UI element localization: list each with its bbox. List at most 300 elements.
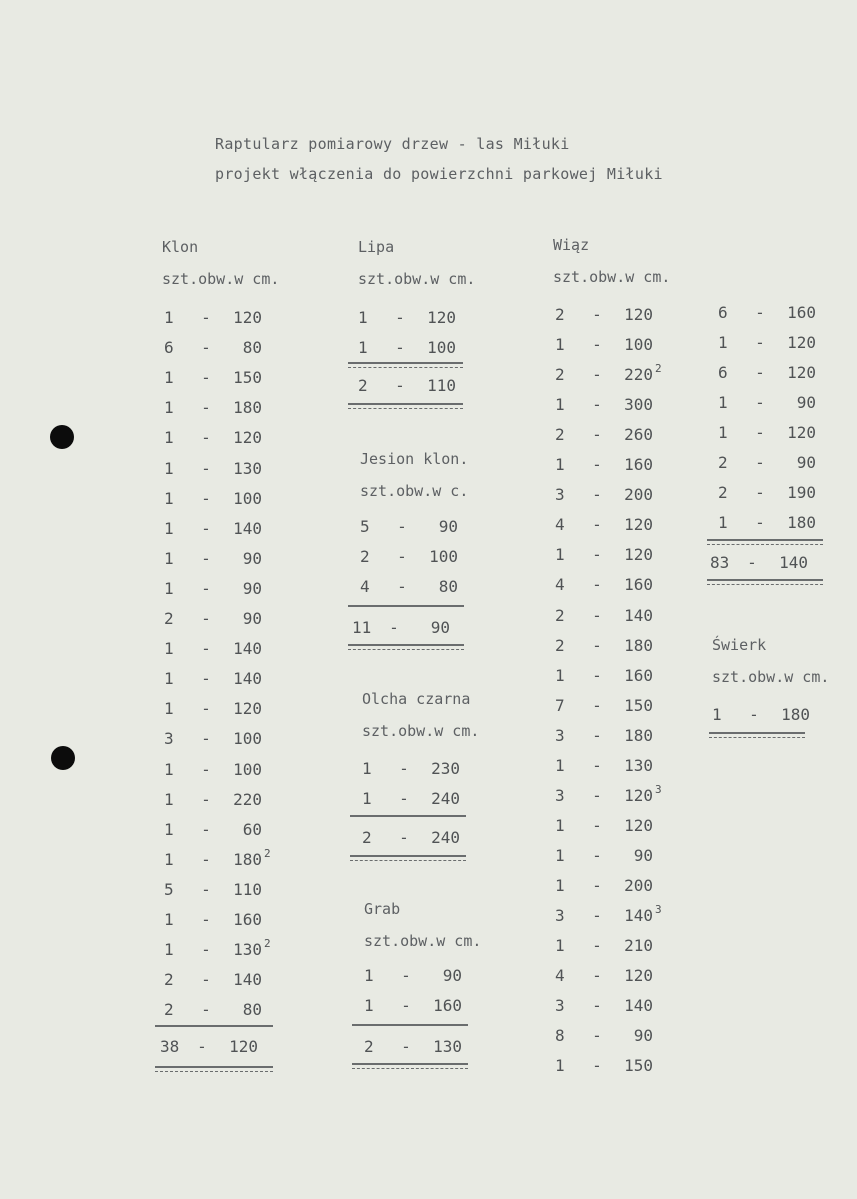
tree-count: 3 (555, 785, 565, 805)
tree-count: 1 (164, 910, 174, 929)
jesion-row (360, 546, 470, 568)
wiaz-row (555, 1025, 665, 1047)
klon-row (164, 367, 274, 389)
dash: - (755, 483, 765, 502)
circumference-value: 120 (624, 966, 653, 986)
olcha-total-underline (350, 855, 466, 861)
tree-count: 38 (160, 1037, 180, 1056)
tree-count: 2 (164, 970, 174, 990)
dash: - (201, 940, 211, 960)
jesion-sum-line (348, 605, 464, 607)
circumference-value: 180 (233, 398, 262, 418)
olcha-sum-line (350, 815, 466, 817)
klon-row (164, 337, 274, 359)
wiaz-continued-row (718, 362, 828, 384)
circumference-value: 120 (229, 1037, 258, 1056)
tree-count: 1 (555, 936, 565, 956)
klon-row (164, 307, 274, 329)
tree-count: 11 (352, 618, 372, 637)
circumference-value: 90 (796, 453, 816, 472)
circumference-value: 100 (233, 759, 262, 779)
wiaz-row (555, 484, 665, 506)
circumference-value: 160 (787, 303, 816, 322)
swierk-underline (709, 732, 805, 738)
tree-count: 1 (555, 665, 565, 685)
klon-row (164, 759, 274, 781)
tree-count: 1 (164, 699, 174, 719)
circumference-value: 120 (787, 333, 816, 352)
wiaz-row (555, 605, 665, 627)
circumference-value: 120 (624, 545, 653, 565)
klon-row (164, 578, 274, 600)
tree-count: 1 (164, 518, 174, 538)
tree-count: 1 (164, 819, 174, 839)
wiaz-row (555, 782, 665, 807)
circumference-value: 200 (624, 485, 653, 505)
circumference-value: 100 (427, 338, 456, 357)
klon-row (164, 518, 274, 540)
klon-row (164, 668, 274, 690)
tree-count: 2 (555, 635, 565, 655)
dash: - (201, 729, 211, 749)
tree-count: 1 (164, 759, 174, 779)
tree-count: 3 (555, 725, 565, 745)
wiaz-continued-row (718, 452, 828, 474)
dash: - (201, 819, 211, 839)
tree-count: 1 (555, 755, 565, 775)
circumference-value: 140 (233, 970, 262, 990)
tree-count: 8 (555, 1026, 565, 1046)
dash: - (201, 308, 211, 327)
tree-count: 2 (364, 1037, 374, 1056)
dash: - (201, 428, 211, 448)
tree-count: 3 (555, 996, 565, 1016)
dash: - (592, 1056, 602, 1076)
dash: - (592, 785, 602, 805)
wiaz-row (555, 574, 665, 596)
dash: - (592, 455, 602, 475)
tree-count: 1 (718, 393, 728, 412)
tree-count: 1 (555, 545, 565, 565)
jesion-units: szt.obw.w c. (360, 482, 469, 500)
circumference-value: 300 (624, 395, 653, 415)
wiaz-row (555, 995, 665, 1017)
jesion-total-row (352, 617, 462, 639)
tree-count: 1 (555, 335, 565, 355)
klon-row (164, 999, 274, 1021)
dash: - (401, 1037, 411, 1056)
lipa-total-row (358, 375, 468, 397)
klon-row (164, 909, 274, 931)
jesion-total-underline (348, 644, 464, 650)
dash: - (755, 393, 765, 412)
lipa-total-underline (348, 403, 463, 409)
dash: - (201, 970, 211, 990)
tree-count: 1 (164, 398, 174, 418)
tree-count: 1 (164, 849, 174, 869)
circumference-value: 90 (633, 1026, 653, 1046)
tree-count: 1 (555, 1056, 565, 1076)
wiaz-row (555, 815, 665, 837)
circumference-value: 90 (442, 966, 462, 985)
swierk-heading: Świerk (712, 636, 767, 654)
punch-hole-bottom (51, 746, 75, 770)
circumference-value: 60 (242, 819, 262, 839)
dash: - (749, 705, 759, 724)
tree-count: 1 (164, 639, 174, 659)
circumference-value: 140 (233, 639, 262, 659)
circumference-value: 180 (233, 849, 262, 869)
wiaz-row (555, 965, 665, 987)
dash: - (755, 513, 765, 532)
circumference-value: 130 (233, 940, 262, 960)
dash: - (592, 425, 602, 445)
dash: - (755, 453, 765, 472)
dash: - (592, 545, 602, 565)
circumference-value: 130 (624, 755, 653, 775)
dash: - (399, 828, 409, 847)
tree-count: 1 (164, 368, 174, 388)
jesion-heading: Jesion klon. (360, 450, 469, 468)
klon-row (164, 397, 274, 419)
dash: - (201, 368, 211, 388)
tree-count: 1 (364, 996, 374, 1015)
klon-row (164, 846, 274, 871)
grab-total-row (364, 1036, 474, 1058)
tree-count: 2 (362, 828, 372, 847)
dash: - (201, 1000, 211, 1020)
klon-heading: Klon (162, 238, 199, 256)
wiaz-row (555, 304, 665, 326)
dash: - (755, 423, 765, 442)
wiaz-continued-row (718, 422, 828, 444)
tree-count: 1 (164, 669, 174, 689)
dash: - (592, 695, 602, 715)
circumference-value: 220 (233, 789, 262, 809)
klon-row (164, 638, 274, 660)
dash: - (592, 515, 602, 535)
tree-count: 1 (164, 458, 174, 478)
circumference-value: 140 (624, 906, 653, 925)
dash: - (592, 335, 602, 355)
tree-count: 7 (555, 695, 565, 715)
dash: - (592, 365, 602, 385)
tree-count: 1 (555, 395, 565, 415)
klon-row (164, 939, 274, 961)
klon-row (164, 548, 274, 570)
circumference-value: 120 (787, 363, 816, 382)
dash: - (397, 577, 407, 596)
dash: - (395, 338, 405, 357)
circumference-value: 210 (624, 936, 653, 956)
wiaz-row (555, 845, 665, 867)
dash: - (197, 1037, 207, 1056)
lipa-row (358, 337, 468, 359)
wiaz-continued-row (718, 482, 828, 504)
tree-count: 1 (718, 333, 728, 352)
swierk-units: szt.obw.w cm. (712, 668, 830, 686)
tree-count: 4 (555, 575, 565, 595)
tree-count: 1 (718, 513, 728, 532)
klon-row (164, 427, 274, 449)
dash: - (592, 665, 602, 685)
lipa-heading: Lipa (358, 238, 395, 256)
circumference-value: 120 (624, 515, 653, 535)
circumference-value: 150 (233, 368, 262, 388)
wiaz-row (555, 635, 665, 657)
tree-count: 1 (712, 705, 722, 724)
dash: - (201, 910, 211, 929)
tree-count: 2 (555, 365, 565, 385)
lipa-units: szt.obw.w cm. (358, 270, 476, 288)
tree-count: 1 (362, 759, 372, 778)
wiaz-row (555, 334, 665, 356)
circumference-value: 260 (624, 425, 653, 445)
dash: - (592, 966, 602, 986)
circumference-value: 140 (233, 518, 262, 538)
dash: - (592, 605, 602, 625)
tree-count: 6 (164, 338, 174, 358)
wiaz-units: szt.obw.w cm. (553, 268, 671, 286)
dash: - (201, 518, 211, 538)
dash: - (592, 395, 602, 415)
circumference-value: 160 (624, 455, 653, 475)
dash: - (395, 376, 405, 395)
wiaz-row (555, 905, 665, 927)
dash: - (592, 936, 602, 956)
klon-row (164, 819, 274, 841)
dash: - (201, 669, 211, 689)
klon-row (164, 608, 274, 630)
document-subtitle: projekt włączenia do powierzchni parkowej Miłuki (215, 165, 663, 183)
dash: - (755, 303, 765, 322)
wiaz-continued-row (718, 332, 828, 354)
dash: - (389, 618, 399, 637)
circumference-value: 140 (779, 553, 808, 572)
circumference-value: 180 (781, 705, 810, 724)
circumference-value: 140 (233, 669, 262, 689)
klon-row (164, 458, 274, 480)
dash: - (399, 759, 409, 778)
tree-count: 1 (555, 815, 565, 835)
tree-count: 1 (555, 875, 565, 895)
tree-count: 2 (164, 1000, 174, 1020)
dash: - (592, 845, 602, 865)
tree-count: 2 (358, 376, 368, 395)
olcha-row (362, 788, 472, 810)
circumference-value: 150 (624, 695, 653, 715)
tree-count: 2 (718, 453, 728, 472)
tree-count: 3 (555, 485, 565, 505)
tree-count: 1 (164, 578, 174, 598)
circumference-value: 130 (433, 1037, 462, 1056)
wiaz-total-underline (707, 579, 823, 585)
dash: - (592, 485, 602, 505)
tree-count: 6 (718, 303, 728, 322)
circumference-value: 110 (233, 879, 262, 899)
tree-count: 1 (718, 423, 728, 442)
wiaz-row (555, 935, 665, 957)
tree-count: 1 (164, 308, 174, 327)
dash: - (397, 517, 407, 536)
superscript: 2 (655, 362, 662, 376)
dash: - (201, 338, 211, 358)
dash: - (592, 575, 602, 595)
circumference-value: 180 (787, 513, 816, 532)
circumference-value: 150 (624, 1056, 653, 1076)
dash: - (592, 725, 602, 745)
circumference-value: 90 (242, 609, 262, 628)
dash: - (399, 789, 409, 808)
wiaz-row (555, 454, 665, 476)
dash: - (401, 996, 411, 1015)
tree-count: 1 (362, 789, 372, 808)
wiaz-row (555, 424, 665, 446)
tree-count: 2 (555, 425, 565, 445)
superscript: 2 (264, 937, 271, 951)
klon-row (164, 698, 274, 720)
dash: - (401, 966, 411, 985)
tree-count: 2 (555, 605, 565, 625)
tree-count: 1 (164, 428, 174, 448)
circumference-value: 240 (431, 828, 460, 847)
tree-count: 2 (555, 305, 565, 324)
tree-count: 1 (164, 940, 174, 960)
circumference-value: 120 (427, 308, 456, 327)
circumference-value: 100 (624, 335, 653, 355)
tree-count: 2 (718, 483, 728, 502)
olcha-units: szt.obw.w cm. (362, 722, 480, 740)
wiaz-row (555, 875, 665, 897)
superscript: 3 (655, 903, 662, 916)
dash: - (201, 759, 211, 779)
grab-row (364, 995, 474, 1017)
dash: - (592, 906, 602, 925)
tree-count: 2 (164, 609, 174, 628)
tree-count: 83 (710, 553, 730, 572)
circumference-value: 120 (233, 308, 262, 327)
circumference-value: 90 (430, 618, 450, 637)
wiaz-sum-line (707, 539, 823, 545)
dash: - (201, 849, 211, 869)
circumference-value: 100 (233, 488, 262, 508)
tree-count: 5 (360, 517, 370, 536)
dash: - (592, 755, 602, 775)
wiaz-continued-row (718, 512, 828, 534)
klon-total-underline (155, 1066, 273, 1072)
wiaz-row (555, 544, 665, 566)
circumference-value: 140 (624, 605, 653, 625)
circumference-value: 230 (431, 759, 460, 778)
circumference-value: 100 (233, 729, 262, 749)
dash: - (592, 305, 602, 324)
klon-sum-line (155, 1025, 273, 1027)
circumference-value: 80 (438, 577, 458, 596)
dash: - (201, 458, 211, 478)
circumference-value: 90 (633, 845, 653, 865)
grab-heading: Grab (364, 900, 401, 918)
circumference-value: 90 (438, 517, 458, 536)
tree-count: 3 (164, 729, 174, 749)
circumference-value: 130 (233, 458, 262, 478)
dash: - (397, 547, 407, 566)
tree-count: 4 (555, 515, 565, 535)
wiaz-row (555, 514, 665, 536)
dash: - (201, 398, 211, 418)
circumference-value: 120 (624, 815, 653, 835)
swierk-row (712, 704, 822, 726)
circumference-value: 160 (624, 665, 653, 685)
wiaz-row (555, 755, 665, 777)
tree-count: 4 (555, 966, 565, 986)
olcha-total-row (362, 827, 472, 849)
tree-count: 3 (555, 906, 565, 925)
tree-count: 1 (555, 845, 565, 865)
circumference-value: 80 (242, 1000, 262, 1020)
superscript: 2 (264, 846, 271, 860)
circumference-value: 120 (624, 305, 653, 324)
grab-sum-line (352, 1024, 468, 1026)
klon-row (164, 728, 274, 750)
tree-count: 4 (360, 577, 370, 596)
dash: - (755, 333, 765, 352)
circumference-value: 110 (427, 376, 456, 395)
dash: - (592, 635, 602, 655)
wiaz-total-row (710, 552, 820, 574)
jesion-row (360, 576, 470, 598)
tree-count: 5 (164, 879, 174, 899)
circumference-value: 160 (233, 910, 262, 929)
circumference-value: 90 (242, 578, 262, 598)
wiaz-row (555, 1055, 665, 1077)
circumference-value: 120 (787, 423, 816, 442)
punch-hole-top (50, 425, 74, 449)
dash: - (755, 363, 765, 382)
tree-count: 2 (360, 547, 370, 566)
wiaz-continued-row (718, 302, 828, 324)
circumference-value: 120 (624, 785, 653, 805)
tree-count: 1 (555, 455, 565, 475)
circumference-value: 90 (796, 393, 816, 412)
circumference-value: 90 (242, 548, 262, 568)
wiaz-heading: Wiąz (553, 236, 590, 254)
olcha-row (362, 758, 472, 780)
grab-total-underline (352, 1063, 468, 1069)
tree-count: 1 (164, 789, 174, 809)
grab-row (364, 965, 474, 987)
dash: - (201, 578, 211, 598)
lipa-sum-line (348, 362, 463, 368)
grab-units: szt.obw.w cm. (364, 932, 482, 950)
jesion-row (360, 516, 470, 538)
klon-row (164, 488, 274, 510)
dash: - (201, 879, 211, 899)
dash: - (395, 308, 405, 327)
klon-row (164, 879, 274, 901)
lipa-row (358, 307, 468, 329)
wiaz-row (555, 695, 665, 717)
wiaz-continued-row (718, 392, 828, 414)
circumference-value: 120 (233, 699, 262, 719)
klon-total-row (160, 1036, 270, 1058)
wiaz-row (555, 725, 665, 747)
dash: - (201, 548, 211, 568)
dash: - (201, 789, 211, 809)
dash: - (592, 815, 602, 835)
tree-count: 1 (364, 966, 374, 985)
tree-count: 1 (164, 548, 174, 568)
circumference-value: 100 (429, 547, 458, 566)
